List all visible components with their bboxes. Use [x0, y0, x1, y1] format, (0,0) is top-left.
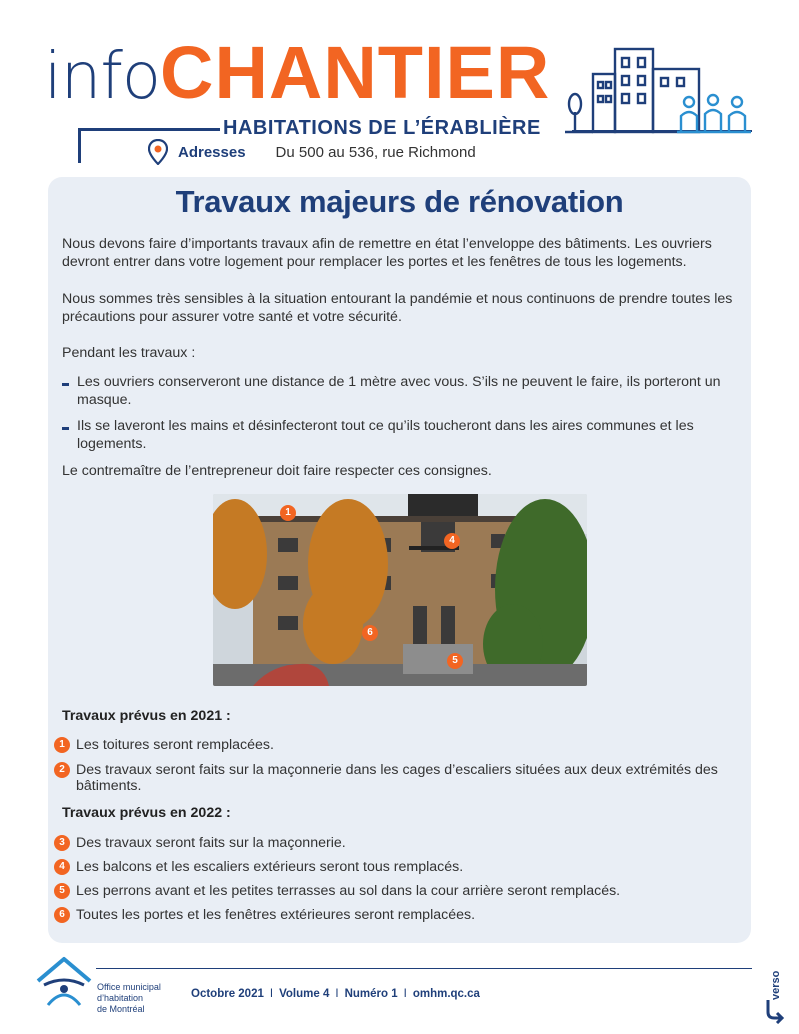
step-text: Les toitures seront remplacées.	[76, 737, 274, 753]
issue-info	[191, 988, 480, 1000]
intro-paragraph-1: Nous devons faire d’importants travaux afin de remettre en état l’enveloppe des bâtiments. Les ouvriers devront entrer dans votre logement pour remplacer les portes et les fenêtres de tous les logements.	[62, 236, 712, 270]
marker-number: 5	[447, 653, 463, 669]
project-subtitle: HABITATIONS DE L’ÉRABLIÈRE	[223, 117, 541, 139]
issue-date: Octobre 2021	[191, 988, 264, 1000]
separator: I	[403, 988, 407, 1000]
list-item	[54, 883, 734, 899]
works-2021-heading: Travaux prévus en 2021 :	[62, 708, 231, 724]
step-number: 5	[54, 883, 70, 899]
issue-volume: Volume 4	[279, 988, 330, 1000]
header-vertical-line	[78, 128, 81, 163]
marker-number: 6	[362, 625, 378, 641]
org-line: d’habitation	[97, 993, 144, 1003]
bullet-dash-icon	[62, 383, 69, 386]
brand-info-text: info	[44, 40, 161, 114]
list-item	[54, 762, 734, 794]
during-works-label: Pendant les travaux :	[62, 345, 196, 361]
step-text: Des travaux seront faits sur la maçonnerie dans les cages d’escaliers situées aux deux extrémités des bâtiments.	[76, 762, 718, 794]
website-link[interactable]: omhm.qc.ca	[412, 988, 480, 1000]
verso-label[interactable]: verso	[770, 970, 782, 1000]
address-value: Du 500 au 536, rue Richmond	[275, 143, 476, 161]
address-label: Adresses	[178, 143, 246, 161]
org-line: Office municipal	[97, 982, 161, 992]
step-text: Les balcons et les escaliers extérieurs seront tous remplacés.	[76, 859, 464, 875]
step-number: 4	[54, 859, 70, 875]
list-item	[54, 835, 734, 851]
building-photo	[213, 494, 587, 686]
step-text: Des travaux seront faits sur la maçonnerie.	[76, 835, 346, 851]
newsletter-logo	[44, 30, 550, 116]
list-item	[54, 859, 734, 875]
page-title: Travaux majeurs de rénovation	[175, 184, 624, 219]
organization-name	[97, 982, 161, 1015]
buildings-illustration-icon	[565, 44, 755, 144]
list-item	[54, 737, 734, 753]
org-line: de Montréal	[97, 1004, 145, 1014]
issue-number: Numéro 1	[344, 988, 398, 1000]
step-number: 2	[54, 762, 70, 778]
brand-chantier-text: CHANTIER	[160, 31, 551, 114]
bullet-dash-icon	[62, 427, 69, 430]
separator: I	[335, 988, 339, 1000]
step-number: 3	[54, 835, 70, 851]
marker-number: 1	[280, 505, 296, 521]
footer-line	[96, 968, 752, 969]
marker-number: 4	[444, 533, 460, 549]
intro-paragraph-2: Nous sommes très sensibles à la situation entourant la pandémie et nous continuons de prendre toutes les précautions pour assurer votre santé et votre sécurité.	[62, 291, 733, 325]
step-text: Toutes les portes et les fenêtres extérieures seront remplacées.	[76, 907, 476, 923]
list-item	[54, 907, 734, 923]
step-text: Les perrons avant et les petites terrasses au sol dans la cour arrière seront remplacés.	[76, 883, 621, 899]
location-pin-icon	[148, 139, 168, 165]
content-card	[48, 177, 751, 943]
bullet-text: Les ouvriers conserveront une distance de 1 mètre avec vous. S’ils ne peuvent le faire, ils porteront un masque.	[77, 374, 721, 408]
list-item	[62, 417, 742, 453]
address-row	[148, 138, 476, 166]
bullet-text: Ils se laveront les mains et désinfecteront tout ce qu’ils toucheront dans les aires communes et les logements.	[77, 418, 694, 452]
omhm-logo-icon	[34, 955, 94, 1011]
separator: I	[269, 988, 274, 1000]
list-item	[62, 373, 742, 409]
header-horizontal-line	[78, 128, 220, 131]
foreman-note: Le contremaître de l’entrepreneur doit faire respecter ces consignes.	[62, 463, 492, 479]
turn-page-arrow-icon[interactable]	[760, 998, 786, 1024]
works-2022-heading: Travaux prévus en 2022 :	[62, 805, 231, 821]
step-number: 6	[54, 907, 70, 923]
step-number: 1	[54, 737, 70, 753]
